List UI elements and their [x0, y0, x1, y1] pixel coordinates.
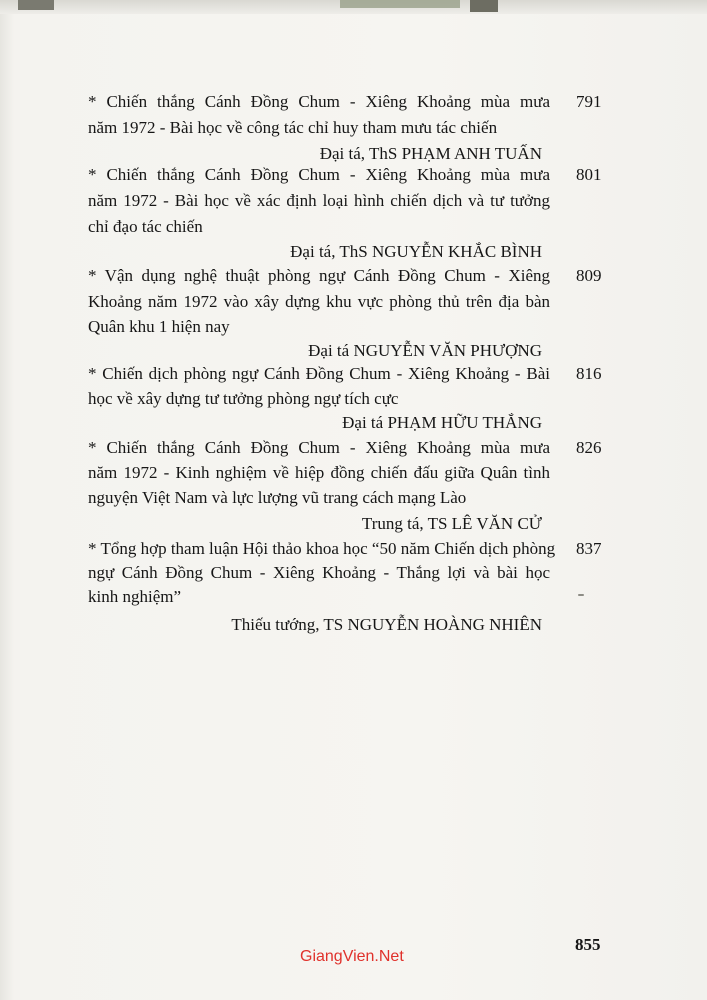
- entry-title-line: năm 1972 - Bài học về công tác chỉ huy tham mưu tác chiến: [88, 118, 498, 137]
- entry-author: Đại tá, ThS PHẠM ANH TUẤN: [319, 144, 542, 163]
- page-number: 801: [576, 165, 602, 184]
- entry-title-line: nguyện Việt Nam và lực lượng vũ trang cách mạng Lào: [88, 488, 467, 507]
- entry-title-line: ngự Cánh Đồng Chum - Xiêng Khoảng - Thắng lợi và bài học: [88, 563, 550, 582]
- entry-title-line: chỉ đạo tác chiến: [88, 217, 203, 236]
- previous-page-edge: [0, 0, 707, 14]
- entry-author: Đại tá PHẠM HỮU THẮNG: [342, 413, 542, 432]
- page-number: 791: [576, 92, 602, 111]
- entry-title-line: năm 1972 - Kinh nghiệm về hiệp đồng chiến đấu giữa Quân tình: [88, 463, 550, 482]
- page-number: 809: [576, 266, 602, 285]
- watermark-text: GiangVien.Net: [300, 948, 404, 965]
- entry-title-line: * Chiến dịch phòng ngự Cánh Đồng Chum - Xiêng Khoảng - Bài: [88, 364, 550, 383]
- entry-title-line: * Tổng hợp tham luận Hội thảo khoa học “50 năm Chiến dịch phòng: [88, 539, 556, 558]
- page-number: 837: [576, 539, 602, 558]
- entry-title-line: Khoảng năm 1972 vào xây dựng khu vực phòng thủ trên địa bàn: [88, 292, 550, 311]
- entry-title-line: * Chiến thắng Cánh Đồng Chum - Xiêng Khoảng mùa mưa: [88, 438, 550, 457]
- entry-title-line: * Chiến thắng Cánh Đồng Chum - Xiêng Khoảng mùa mưa: [88, 92, 550, 111]
- entry-title-line: Quân khu 1 hiện nay: [88, 317, 230, 336]
- entry-title-line: * Vận dụng nghệ thuật phòng ngự Cánh Đồng Chum - Xiêng: [88, 266, 550, 285]
- entry-author: Trung tá, TS LÊ VĂN CỬ: [361, 514, 542, 533]
- entry-author: Đại tá NGUYỄN VĂN PHƯỢNG: [308, 341, 542, 360]
- entry-author: Thiếu tướng, TS NGUYỄN HOÀNG NHIÊN: [231, 615, 542, 634]
- entry-title-line: kinh nghiệm”: [88, 587, 182, 606]
- entry-title-line: học về xây dựng tư tưởng phòng ngự tích cực: [88, 389, 399, 408]
- page-number: 826: [576, 438, 602, 457]
- entry-title-line: năm 1972 - Bài học về xác định loại hình chiến dịch và tư tưởng: [88, 191, 550, 210]
- paper-speck: [578, 594, 584, 596]
- page-folio-number: 855: [575, 935, 601, 954]
- page-number: 816: [576, 364, 602, 383]
- entry-author: Đại tá, ThS NGUYỄN KHẮC BÌNH: [290, 242, 542, 261]
- entry-title-line: * Chiến thắng Cánh Đồng Chum - Xiêng Khoảng mùa mưa: [88, 165, 550, 184]
